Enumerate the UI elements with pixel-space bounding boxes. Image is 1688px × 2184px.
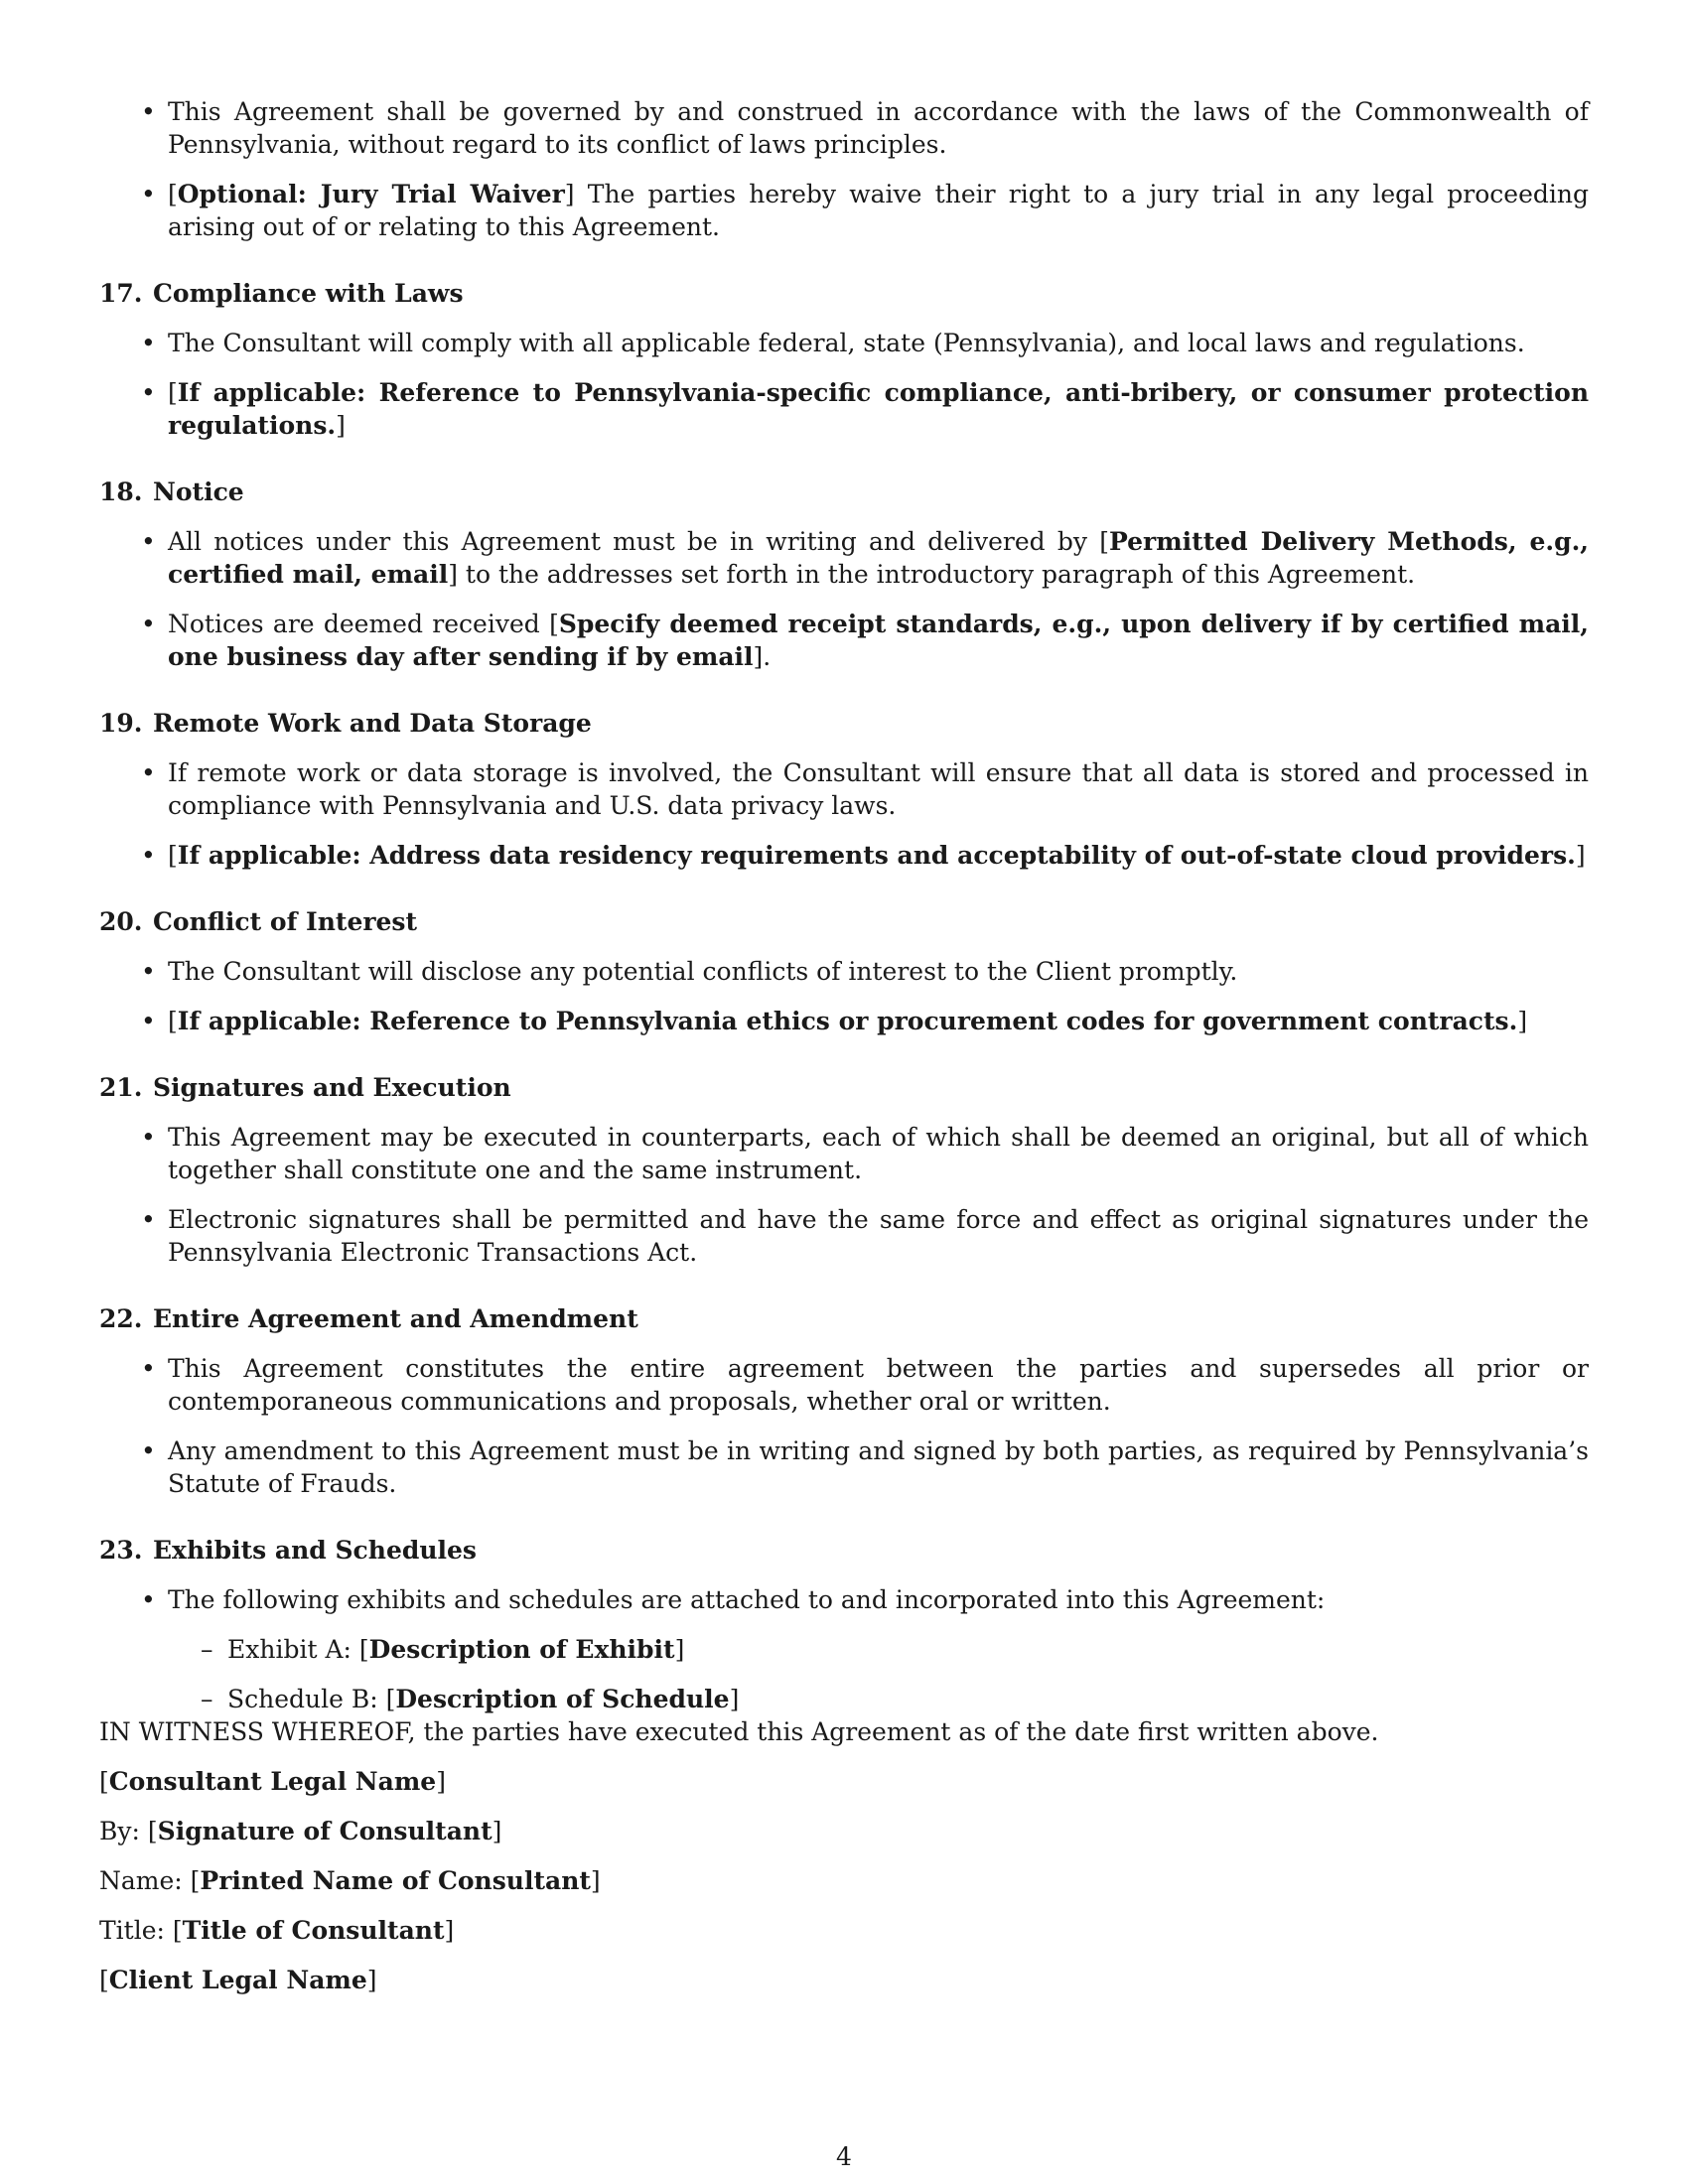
list-item: • Any amendment to this Agreement must be in writing and signed by both parties, as required by Pennsylvania’s Statute of Frauds. <box>168 1434 1589 1500</box>
page-number: 4 <box>836 2142 852 2171</box>
section-list <box>99 327 1589 442</box>
section-list <box>99 1352 1589 1500</box>
list-item: • If remote work or data storage is involved, the Consultant will ensure that all data is stored and processed in compliance with Pennsylvania and U.S. data privacy laws. <box>168 756 1589 822</box>
title-line: Title: [Title of Consultant] <box>99 1916 455 1945</box>
section-list <box>99 955 1589 1037</box>
section-heading: 18. Notice <box>99 478 244 506</box>
witness-clause: IN WITNESS WHEREOF, the parties have executed this Agreement as of the date first written above. <box>99 1717 1379 1746</box>
schedule-item: – Schedule B: [Description of Schedule] <box>227 1683 1589 1715</box>
list-item: • This Agreement may be executed in counterparts, each of which shall be deemed an original, but all of which together shall constitute one and the same instrument. <box>168 1121 1589 1186</box>
section-list <box>99 525 1589 673</box>
list-item: • [If applicable: Reference to Pennsylvania ethics or procurement codes for government contracts.] <box>168 1005 1589 1037</box>
list-item: • The Consultant will disclose any potential conflicts of interest to the Client promptly. <box>168 955 1589 988</box>
consultant-legal-name: [Consultant Legal Name] <box>99 1767 446 1796</box>
document-page <box>99 95 1589 2013</box>
optional-label: Optional: Jury Trial Waiver <box>177 180 565 208</box>
list-item: • All notices under this Agreement must be in writing and delivered by [Permitted Delivery Methods, e.g., certified mail, email] to the addresses set forth in the introductory paragraph of this Agreement. <box>168 525 1589 591</box>
client-legal-name: [Client Legal Name] <box>99 1966 377 1994</box>
list-item: • The following exhibits and schedules are attached to and incorporated into this Agreement: – Exhibit A: [Description of Exhibit] – Schedule B: [Description of Schedule] <box>168 1583 1589 1715</box>
list-item: • Notices are deemed received [Specify deemed receipt standards, e.g., upon delivery if by certified mail, one business day after sending if by email]. <box>168 608 1589 673</box>
governing-law-list <box>99 95 1589 243</box>
section-list <box>99 1121 1589 1269</box>
list-item: • The Consultant will comply with all applicable federal, state (Pennsylvania), and local laws and regulations. <box>168 327 1589 359</box>
section-heading: 23. Exhibits and Schedules <box>99 1536 477 1565</box>
section-heading: 22. Entire Agreement and Amendment <box>99 1304 638 1333</box>
signature-line: By: [Signature of Consultant] <box>99 1817 502 1845</box>
list-item: • [Optional: Jury Trial Waiver] The parties hereby waive their right to a jury trial in any legal proceeding arising out of or relating to this Agreement. <box>168 178 1589 243</box>
list-item: • This Agreement constitutes the entire agreement between the parties and supersedes all prior or contemporaneous communications and proposals, whether oral or written. <box>168 1352 1589 1418</box>
list-item: • This Agreement shall be governed by and construed in accordance with the laws of the Commonwealth of Pennsylvania, without regard to its conflict of laws principles. <box>168 95 1589 161</box>
section-heading: 21. Signatures and Execution <box>99 1073 511 1102</box>
exhibit-item: – Exhibit A: [Description of Exhibit] <box>227 1633 1589 1666</box>
list-item: • Electronic signatures shall be permitted and have the same force and effect as original signatures under the Pennsylvania Electronic Transactions Act. <box>168 1203 1589 1269</box>
section-list <box>99 756 1589 872</box>
section-list <box>99 1583 1589 1715</box>
section-heading: 19. Remote Work and Data Storage <box>99 709 592 738</box>
list-item: • [If applicable: Address data residency requirements and acceptability of out-of-state cloud providers.] <box>168 839 1589 872</box>
list-item: • [If applicable: Reference to Pennsylvania-specific compliance, anti-bribery, or consumer protection regulations.] <box>168 376 1589 442</box>
section-heading: 17. Compliance with Laws <box>99 279 464 308</box>
printed-name-line: Name: [Printed Name of Consultant] <box>99 1866 601 1895</box>
exhibit-list <box>168 1633 1589 1715</box>
section-heading: 20. Conflict of Interest <box>99 907 418 936</box>
